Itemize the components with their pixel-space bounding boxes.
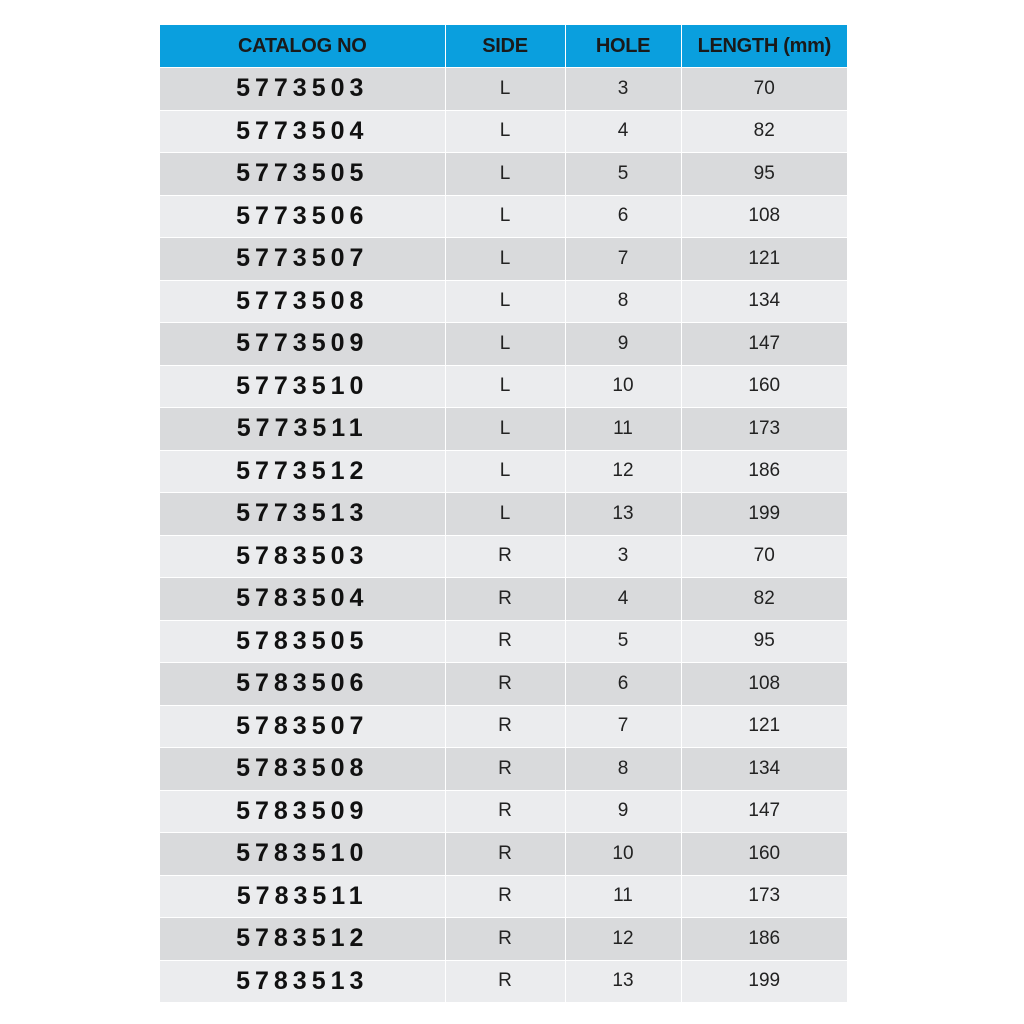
cell-side: L [445, 280, 565, 323]
cell-catalog-no: 5783513 [160, 960, 445, 1003]
table-row [160, 833, 847, 876]
table-row [160, 195, 847, 238]
table-row [160, 620, 847, 663]
cell-catalog-no: 5773510 [160, 365, 445, 408]
cell-side: L [445, 493, 565, 536]
cell-side: R [445, 705, 565, 748]
cell-catalog-no: 5773507 [160, 238, 445, 281]
cell-length: 121 [681, 705, 847, 748]
cell-hole: 8 [565, 748, 681, 791]
cell-length: 95 [681, 620, 847, 663]
cell-hole: 5 [565, 153, 681, 196]
cell-catalog-no: 5773504 [160, 110, 445, 153]
table-row [160, 663, 847, 706]
cell-length: 173 [681, 408, 847, 451]
cell-length: 95 [681, 153, 847, 196]
cell-catalog-no: 5783511 [160, 875, 445, 918]
cell-catalog-no: 5773512 [160, 450, 445, 493]
table-row [160, 68, 847, 111]
cell-length: 82 [681, 110, 847, 153]
cell-side: L [445, 195, 565, 238]
cell-hole: 10 [565, 365, 681, 408]
table-row [160, 238, 847, 281]
cell-length: 82 [681, 578, 847, 621]
cell-side: R [445, 833, 565, 876]
cell-side: R [445, 960, 565, 1003]
cell-hole: 6 [565, 663, 681, 706]
cell-catalog-no: 5773509 [160, 323, 445, 366]
cell-side: R [445, 535, 565, 578]
cell-length: 186 [681, 918, 847, 961]
table-row [160, 493, 847, 536]
cell-hole: 9 [565, 790, 681, 833]
cell-hole: 12 [565, 450, 681, 493]
cell-hole: 13 [565, 960, 681, 1003]
table-row [160, 450, 847, 493]
catalog-table [160, 25, 847, 1003]
cell-length: 134 [681, 280, 847, 323]
cell-hole: 4 [565, 110, 681, 153]
cell-side: R [445, 620, 565, 663]
table-row [160, 323, 847, 366]
cell-length: 186 [681, 450, 847, 493]
cell-hole: 11 [565, 875, 681, 918]
cell-length: 70 [681, 535, 847, 578]
cell-side: L [445, 110, 565, 153]
table-row [160, 535, 847, 578]
cell-hole: 8 [565, 280, 681, 323]
cell-side: L [445, 238, 565, 281]
table-row [160, 110, 847, 153]
cell-hole: 7 [565, 238, 681, 281]
cell-catalog-no: 5783508 [160, 748, 445, 791]
cell-side: R [445, 875, 565, 918]
cell-hole: 13 [565, 493, 681, 536]
header-catalog-no: CATALOG NO [160, 25, 445, 68]
cell-length: 147 [681, 323, 847, 366]
cell-catalog-no: 5783505 [160, 620, 445, 663]
cell-catalog-no: 5783503 [160, 535, 445, 578]
cell-length: 199 [681, 493, 847, 536]
cell-side: L [445, 68, 565, 111]
cell-catalog-no: 5773506 [160, 195, 445, 238]
header-hole: HOLE [565, 25, 681, 68]
cell-side: L [445, 450, 565, 493]
cell-side: L [445, 365, 565, 408]
cell-length: 108 [681, 195, 847, 238]
cell-hole: 12 [565, 918, 681, 961]
table-body [160, 68, 847, 1003]
cell-side: R [445, 663, 565, 706]
cell-length: 108 [681, 663, 847, 706]
cell-side: L [445, 153, 565, 196]
table-row [160, 748, 847, 791]
table-row [160, 578, 847, 621]
cell-catalog-no: 5783504 [160, 578, 445, 621]
cell-hole: 3 [565, 535, 681, 578]
cell-hole: 7 [565, 705, 681, 748]
cell-hole: 5 [565, 620, 681, 663]
cell-length: 134 [681, 748, 847, 791]
cell-catalog-no: 5773513 [160, 493, 445, 536]
cell-side: R [445, 578, 565, 621]
cell-catalog-no: 5773505 [160, 153, 445, 196]
cell-side: R [445, 918, 565, 961]
cell-length: 160 [681, 365, 847, 408]
table-row [160, 918, 847, 961]
cell-side: R [445, 748, 565, 791]
cell-catalog-no: 5773503 [160, 68, 445, 111]
cell-hole: 4 [565, 578, 681, 621]
cell-hole: 6 [565, 195, 681, 238]
table-header-row [160, 25, 847, 68]
header-side: SIDE [445, 25, 565, 68]
table-row [160, 875, 847, 918]
table-row [160, 365, 847, 408]
cell-length: 160 [681, 833, 847, 876]
cell-hole: 10 [565, 833, 681, 876]
cell-length: 199 [681, 960, 847, 1003]
table-row [160, 280, 847, 323]
cell-length: 173 [681, 875, 847, 918]
cell-length: 70 [681, 68, 847, 111]
table-row [160, 408, 847, 451]
header-length: LENGTH (mm) [681, 25, 847, 68]
cell-catalog-no: 5773508 [160, 280, 445, 323]
table-row [160, 790, 847, 833]
table-row [160, 153, 847, 196]
table-row [160, 960, 847, 1003]
cell-hole: 11 [565, 408, 681, 451]
cell-side: L [445, 323, 565, 366]
cell-hole: 3 [565, 68, 681, 111]
cell-side: L [445, 408, 565, 451]
cell-catalog-no: 5783512 [160, 918, 445, 961]
cell-catalog-no: 5773511 [160, 408, 445, 451]
cell-hole: 9 [565, 323, 681, 366]
catalog-table-container [160, 25, 847, 1003]
cell-length: 147 [681, 790, 847, 833]
cell-catalog-no: 5783510 [160, 833, 445, 876]
cell-catalog-no: 5783506 [160, 663, 445, 706]
cell-length: 121 [681, 238, 847, 281]
cell-catalog-no: 5783509 [160, 790, 445, 833]
table-row [160, 705, 847, 748]
cell-catalog-no: 5783507 [160, 705, 445, 748]
cell-side: R [445, 790, 565, 833]
